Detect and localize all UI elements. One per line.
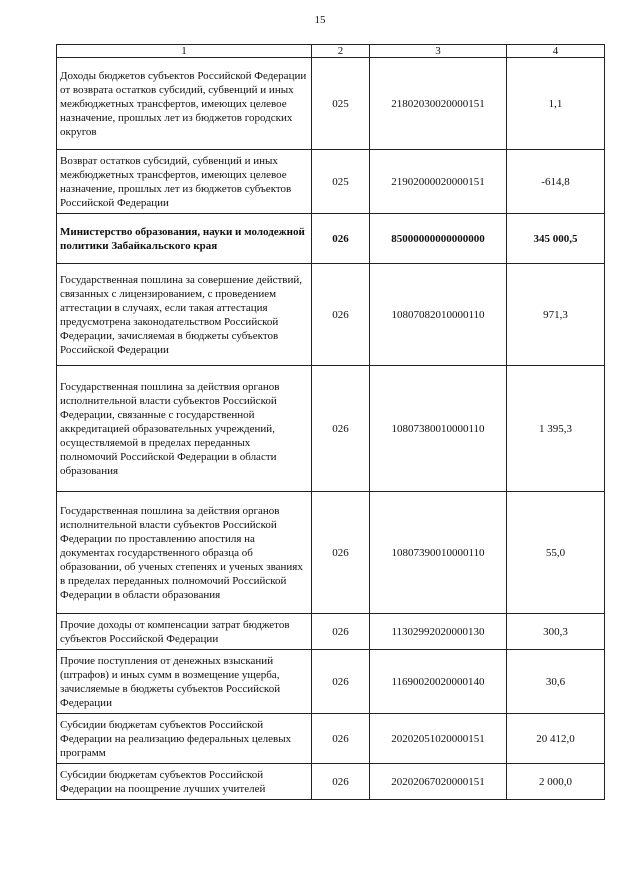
row-name: Субсидии бюджетам субъектов Российской Федерации на реализацию федеральных целевых программ xyxy=(57,714,312,764)
row-budget-code: 10807380010000110 xyxy=(370,366,507,492)
table-row xyxy=(57,150,605,214)
row-budget-code: 11690020020000140 xyxy=(370,650,507,714)
column-header-4: 4 xyxy=(507,45,605,58)
row-amount: 30,6 xyxy=(507,650,605,714)
row-admin-code: 026 xyxy=(312,714,370,764)
row-amount: 2 000,0 xyxy=(507,764,605,800)
row-admin-code: 026 xyxy=(312,366,370,492)
row-admin-code: 026 xyxy=(312,264,370,366)
row-admin-code: 026 xyxy=(312,214,370,264)
row-name: Доходы бюджетов субъектов Российской Федерации от возврата остатков субсидий, субвенций и иных межбюджетных трансфертов, имеющих целевое назначение, прошлых лет из бюджетов городских округов xyxy=(57,58,312,150)
row-name: Возврат остатков субсидий, субвенций и иных межбюджетных трансфертов, имеющих целевое назначение, прошлых лет из бюджетов субъектов Российской Федерации xyxy=(57,150,312,214)
row-admin-code: 026 xyxy=(312,764,370,800)
row-amount: 20 412,0 xyxy=(507,714,605,764)
table-row xyxy=(57,58,605,150)
row-budget-code: 20202067020000151 xyxy=(370,764,507,800)
column-header-1: 1 xyxy=(57,45,312,58)
table-row-ministry xyxy=(57,214,605,264)
column-header-2: 2 xyxy=(312,45,370,58)
row-name: Прочие доходы от компенсации затрат бюджетов субъектов Российской Федерации xyxy=(57,614,312,650)
row-budget-code: 21902000020000151 xyxy=(370,150,507,214)
table-row xyxy=(57,764,605,800)
row-budget-code: 10807082010000110 xyxy=(370,264,507,366)
table-row xyxy=(57,614,605,650)
row-admin-code: 025 xyxy=(312,58,370,150)
table-row xyxy=(57,650,605,714)
row-amount: 971,3 xyxy=(507,264,605,366)
row-budget-code: 20202051020000151 xyxy=(370,714,507,764)
table-row xyxy=(57,492,605,614)
row-admin-code: 026 xyxy=(312,614,370,650)
row-amount: 345 000,5 xyxy=(507,214,605,264)
row-name: Прочие поступления от денежных взысканий (штрафов) и иных сумм в возмещение ущерба, зачисляемые в бюджеты субъектов Российской Федерации xyxy=(57,650,312,714)
row-amount: 1,1 xyxy=(507,58,605,150)
table-row xyxy=(57,366,605,492)
table-row xyxy=(57,714,605,764)
row-name: Государственная пошлина за действия органов исполнительной власти субъектов Российской Федерации по проставлению апостиля на документах государственного образца об образовании, об ученых степенях и ученых званиях в пределах переданных полномочий Российской Федерации в области образования xyxy=(57,492,312,614)
row-budget-code: 11302992020000130 xyxy=(370,614,507,650)
row-budget-code: 21802030020000151 xyxy=(370,58,507,150)
row-admin-code: 026 xyxy=(312,492,370,614)
table-row xyxy=(57,264,605,366)
row-name: Субсидии бюджетам субъектов Российской Федерации на поощрение лучших учителей xyxy=(57,764,312,800)
row-amount: 55,0 xyxy=(507,492,605,614)
row-budget-code: 10807390010000110 xyxy=(370,492,507,614)
row-budget-code: 85000000000000000 xyxy=(370,214,507,264)
row-name: Государственная пошлина за действия органов исполнительной власти субъектов Российской Федерации, связанные с государственной аккредитацией образовательных учреждений, осуществляемой в пределах переданных полномочий Российской Федерации в области образования xyxy=(57,366,312,492)
row-name: Государственная пошлина за совершение действий, связанных с лицензированием, с проведением аттестации в случаях, если такая аттестация предусмотрена законодательством Российской Федерации, зачисляемая в бюджеты субъектов Российской Федерации xyxy=(57,264,312,366)
page-number: 15 xyxy=(314,14,326,26)
row-amount: 300,3 xyxy=(507,614,605,650)
column-header-3: 3 xyxy=(370,45,507,58)
revenue-table xyxy=(56,44,605,800)
row-amount: 1 395,3 xyxy=(507,366,605,492)
row-admin-code: 026 xyxy=(312,650,370,714)
row-name: Министерство образования, науки и молодежной политики Забайкальского края xyxy=(57,214,312,264)
row-amount: -614,8 xyxy=(507,150,605,214)
table-header-row xyxy=(57,45,605,58)
row-admin-code: 025 xyxy=(312,150,370,214)
